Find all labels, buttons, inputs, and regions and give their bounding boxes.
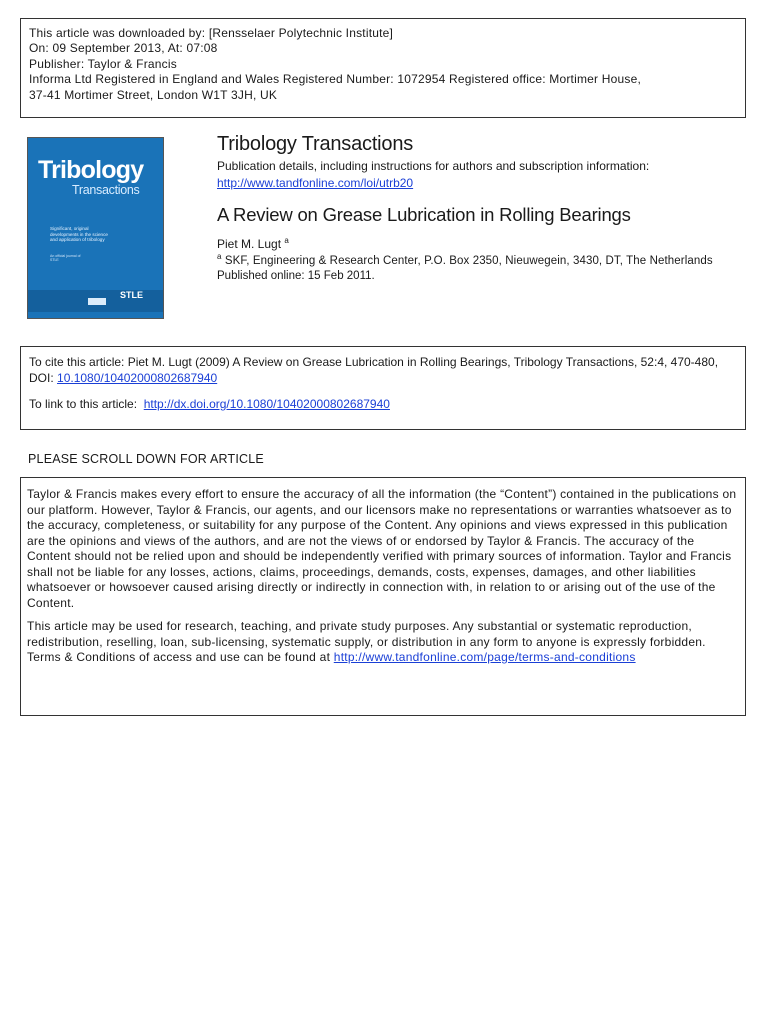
- citation-box: [20, 346, 746, 430]
- publication-details: Publication details, including instructions for authors and subscription information:: [217, 159, 650, 173]
- author-affiliation-marker: a: [284, 236, 289, 245]
- publisher-line: Publisher: Taylor & Francis: [29, 56, 177, 71]
- journal-title: Tribology Transactions: [217, 133, 414, 155]
- cover-title: Tribology: [38, 156, 144, 184]
- address-line: 37-41 Mortimer Street, London W1T 3JH, UK: [29, 87, 278, 102]
- publisher-logo-icon: [88, 298, 106, 305]
- journal-info: [217, 130, 747, 284]
- registration-line: Informa Ltd Registered in England and Wales Registered Number: 1072954 Registered office: Mortimer House,: [29, 72, 641, 87]
- cover-blurb: Significant, original developments in the science and application of tribology: [50, 226, 108, 243]
- article-link-line: [29, 396, 737, 412]
- article-doi-url-link[interactable]: http://dx.doi.org/10.1080/10402000802687940: [143, 397, 390, 411]
- terms-and-conditions-link[interactable]: http://www.tandfonline.com/page/terms-and-conditions: [333, 650, 636, 664]
- download-source-line: This article was downloaded by: [Rensselaer Polytechnic Institute]: [29, 26, 394, 40]
- cover-publisher-mark: STLE: [119, 290, 143, 300]
- citation-prefix: To cite this article: Piet M. Lugt (2009) A Review on Grease Lubrication in Rolling Bearings, Tribology Transactions, 52:4, 470-480, DOI:: [29, 355, 719, 385]
- download-date-line: On: 09 September 2013, At: 07:08: [29, 41, 218, 56]
- journal-cover-image: [27, 137, 164, 319]
- affiliation-line: [217, 253, 747, 269]
- doi-link[interactable]: 10.1080/10402000802687940: [57, 371, 218, 385]
- cover-small-print: An official journal of STLE: [50, 254, 81, 263]
- published-date: Published online: 15 Feb 2011.: [217, 270, 375, 282]
- disclaimer-box: [20, 477, 746, 716]
- disclaimer-paragraph-1: Taylor & Francis makes every effort to ensure the accuracy of all the information (the “Content”) contained in the publications on our platform. However, Taylor & Francis, our agents, and our licensors make no representations or warranties whatsoever as to the accuracy, completeness, or suitability for any purpose of the Content. Any opinions and views expressed in this publication are the opinions and views of the authors, and are not the views of or endorsed by Taylor & Francis. The accuracy of the Content should not be relied upon and should be independently verified with primary sources of information. Taylor and Francis shall not be liable for any losses, actions, claims, proceedings, demands, costs, expenses, damages, and other liabilities whatsoever or howsoever caused arising directly or indirectly in connection with, in relation to or arising out of the use of the Content.: [27, 487, 737, 610]
- article-link-label: To link to this article:: [29, 397, 138, 411]
- cover-subtitle: Transactions: [72, 183, 140, 197]
- affiliation-marker: a: [217, 252, 222, 262]
- author-name: Piet M. Lugt: [217, 237, 282, 251]
- disclaimer-paragraph-2: [27, 619, 739, 666]
- article-title: A Review on Grease Lubrication in Rolling Bearings: [217, 204, 631, 225]
- affiliation-text: SKF, Engineering & Research Center, P.O. Box 2350, Nieuwegein, 3430, DT, The Netherlands: [224, 255, 713, 267]
- scroll-down-notice: PLEASE SCROLL DOWN FOR ARTICLE: [28, 452, 264, 466]
- download-notice-box: [20, 18, 746, 118]
- journal-url-link[interactable]: http://www.tandfonline.com/loi/utrb20: [217, 176, 414, 190]
- citation-text: [29, 354, 737, 386]
- usage-terms-text: This article may be used for research, teaching, and private study purposes. Any substantial or systematic reproduction, redistribution, reselling, loan, sub-licensing, systematic supply, or distribution in any form to anyone is expressly forbidden. Terms & Conditions of access and use can be found at: [27, 619, 706, 664]
- author-line: [217, 236, 747, 252]
